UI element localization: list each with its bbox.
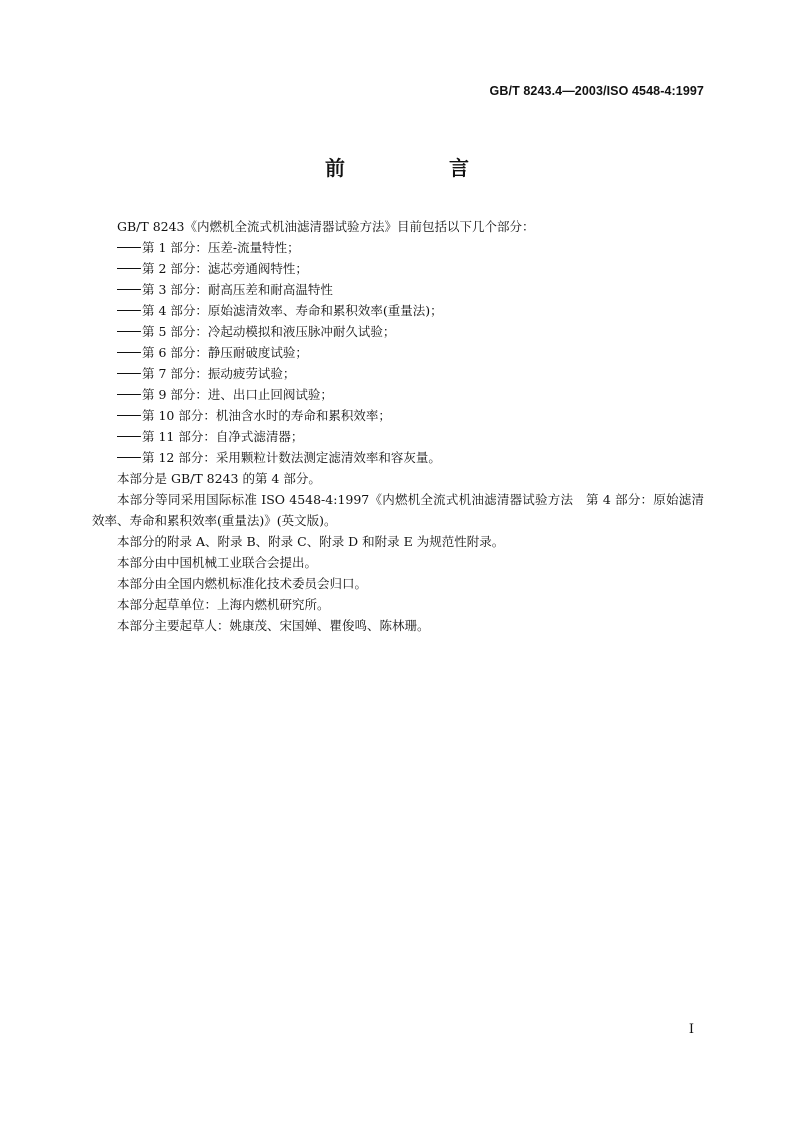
part-statement-paragraph: 本部分是 GB/T 8243 的第 4 部分。 [117, 471, 321, 486]
list-item-text: 第 7 部分：振动疲劳试验； [142, 366, 296, 381]
adoption-paragraph: 本部分等同采用国际标准 ISO 4548-4:1997《内燃机全流式机油滤清器试验方法 第 4 部分：原始滤清效率、寿命和累积效率(重量法)》(英文版)。 [92, 492, 704, 528]
intro-paragraph: GB/T 8243《内燃机全流式机油滤清器试验方法》目前包括以下几个部分： [117, 219, 535, 234]
dash-icon [117, 300, 142, 321]
list-item-text: 第 4 部分：原始滤清效率、寿命和累积效率(重量法)； [142, 303, 443, 318]
list-item-text: 第 11 部分：自净式滤清器； [142, 429, 304, 444]
dash-icon [117, 279, 142, 300]
list-item [92, 321, 704, 342]
list-item [92, 279, 704, 300]
dash-icon [117, 237, 142, 258]
drafting-unit-paragraph: 本部分起草单位：上海内燃机研究所。 [117, 597, 330, 612]
dash-icon [117, 447, 142, 468]
drafters-paragraph: 本部分主要起草人：姚康茂、宋国婵、瞿俊鸣、陈林珊。 [117, 618, 430, 633]
page-number: I [688, 1022, 694, 1037]
standard-code-header: GB/T 8243.4—2003/ISO 4548-4:1997 [489, 84, 704, 98]
list-item-text: 第 1 部分：压差-流量特性； [142, 240, 300, 255]
dash-icon [117, 363, 142, 384]
list-item [92, 300, 704, 321]
list-item-text: 第 10 部分：机油含水时的寿命和累积效率； [142, 408, 391, 423]
dash-icon [117, 342, 142, 363]
dash-icon [117, 321, 142, 342]
list-item-text: 第 3 部分：耐高压差和耐高温特性 [142, 282, 333, 297]
list-item [92, 405, 704, 426]
list-item [92, 447, 704, 468]
list-item [92, 384, 704, 405]
proposer-paragraph: 本部分由中国机械工业联合会提出。 [117, 555, 318, 570]
list-item [92, 363, 704, 384]
dash-icon [117, 405, 142, 426]
committee-paragraph: 本部分由全国内燃机标准化技术委员会归口。 [117, 576, 368, 591]
list-item [92, 426, 704, 447]
list-item [92, 342, 704, 363]
list-item-text: 第 5 部分：冷起动模拟和液压脉冲耐久试验； [142, 324, 396, 339]
parts-list [92, 237, 704, 468]
list-item [92, 237, 704, 258]
list-item-text: 第 2 部分：滤芯旁通阀特性； [142, 261, 308, 276]
dash-icon [117, 258, 142, 279]
list-item [92, 258, 704, 279]
dash-icon [117, 426, 142, 447]
list-item-text: 第 9 部分：进、出口止回阀试验； [142, 387, 333, 402]
foreword-body [92, 216, 704, 636]
list-item-text: 第 12 部分：采用颗粒计数法测定滤清效率和容灰量。 [142, 450, 441, 465]
dash-icon [117, 384, 142, 405]
page-title: 前 言 [325, 156, 511, 180]
list-item-text: 第 6 部分：静压耐破度试验； [142, 345, 308, 360]
annex-paragraph: 本部分的附录 A、附录 B、附录 C、附录 D 和附录 E 为规范性附录。 [117, 534, 505, 549]
